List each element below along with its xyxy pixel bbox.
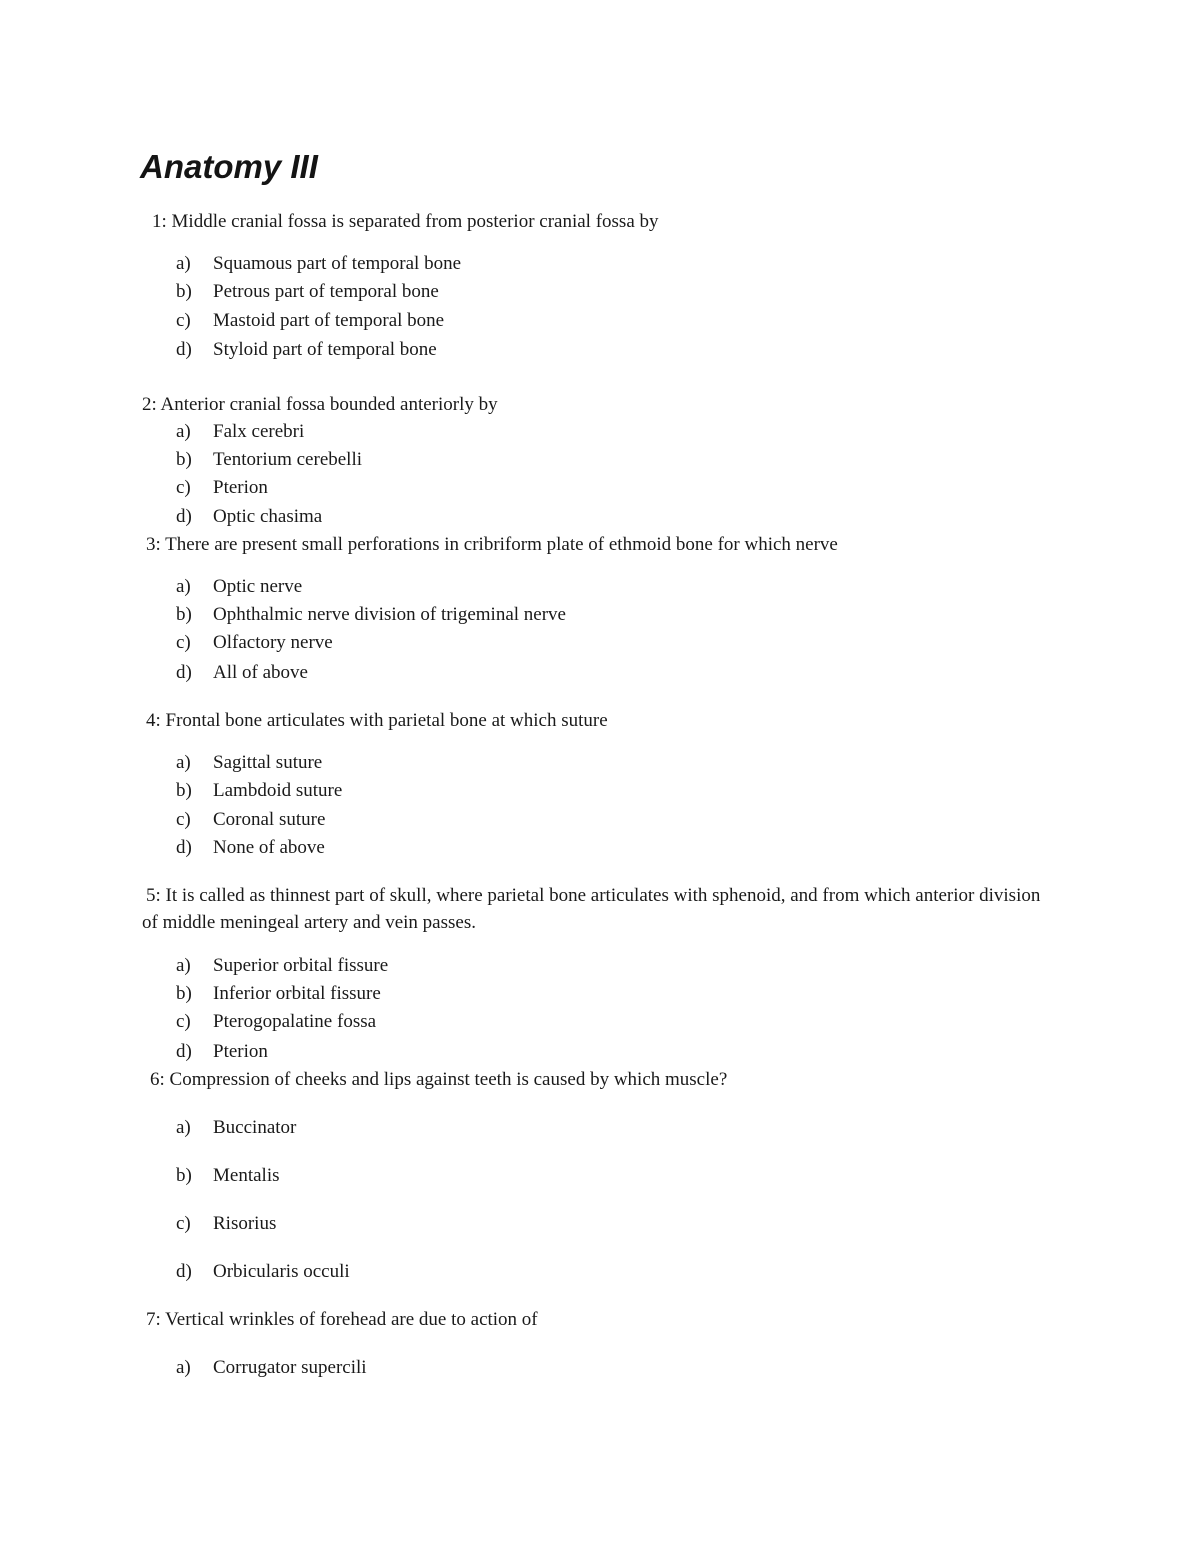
option-letter: c)	[176, 310, 191, 331]
option-b	[176, 448, 362, 472]
option-letter: a)	[176, 1117, 191, 1138]
option-a	[176, 751, 322, 775]
option-a	[176, 1356, 367, 1380]
option-d	[176, 1040, 268, 1064]
option-c	[176, 808, 325, 832]
question-text: 2: Anterior cranial fossa bounded anteriorly by	[142, 394, 498, 415]
option-d	[176, 836, 325, 860]
option-text: Ophthalmic nerve division of trigeminal nerve	[213, 604, 566, 625]
option-letter: c)	[176, 1011, 191, 1032]
option-text: Mentalis	[213, 1165, 280, 1186]
option-text: Pterion	[213, 1041, 268, 1062]
question-text: 6: Compression of cheeks and lips against teeth is caused by which muscle?	[150, 1069, 728, 1090]
option-letter: a)	[176, 253, 191, 274]
option-text: All of above	[213, 662, 308, 683]
option-letter: a)	[176, 1357, 191, 1378]
option-letter: d)	[176, 837, 192, 858]
option-text: Coronal suture	[213, 809, 326, 830]
option-letter: c)	[176, 477, 191, 498]
option-letter: d)	[176, 1261, 192, 1282]
option-text: Risorius	[213, 1213, 277, 1234]
option-a	[176, 954, 388, 978]
option-letter: a)	[176, 421, 191, 442]
option-letter: b)	[176, 983, 192, 1004]
option-b	[176, 1164, 280, 1188]
option-d	[176, 1260, 350, 1284]
option-letter: b)	[176, 1165, 192, 1186]
option-text: Olfactory nerve	[213, 632, 333, 653]
option-letter: c)	[176, 1213, 191, 1234]
option-letter: d)	[176, 506, 192, 527]
page-title: Anatomy III	[140, 148, 318, 185]
option-d	[176, 338, 437, 362]
option-text: None of above	[213, 837, 325, 858]
option-letter: b)	[176, 449, 192, 470]
option-text: Buccinator	[213, 1117, 297, 1138]
option-letter: d)	[176, 1041, 192, 1062]
option-text: Optic chasima	[213, 506, 323, 527]
question-text: 3: There are present small perforations in cribriform plate of ethmoid bone for which nerve	[146, 534, 838, 555]
option-letter: d)	[176, 662, 192, 683]
option-d	[176, 505, 322, 529]
option-letter: b)	[176, 780, 192, 801]
question-text: 1: Middle cranial fossa is separated from posterior cranial fossa by	[152, 211, 659, 232]
question-text: 4: Frontal bone articulates with parietal bone at which suture	[146, 710, 608, 731]
option-a	[176, 575, 302, 599]
option-text: Lambdoid suture	[213, 780, 343, 801]
option-a	[176, 420, 304, 444]
option-text: Pterogopalatine fossa	[213, 1011, 377, 1032]
option-b	[176, 982, 381, 1006]
option-b	[176, 280, 439, 304]
option-b	[176, 779, 342, 803]
option-text: Squamous part of temporal bone	[213, 253, 462, 274]
option-text: Petrous part of temporal bone	[213, 281, 439, 302]
option-text: Optic nerve	[213, 576, 303, 597]
option-letter: d)	[176, 339, 192, 360]
option-c	[176, 309, 444, 333]
option-text: Pterion	[213, 477, 268, 498]
option-c	[176, 476, 268, 500]
option-text: Inferior orbital fissure	[213, 983, 381, 1004]
option-c	[176, 1010, 376, 1034]
question-text: 5: It is called as thinnest part of skull, where parietal bone articulates with sphenoid, and from which anterior division of middle meningeal artery and vein passes.	[142, 885, 1041, 933]
option-a	[176, 252, 461, 276]
option-letter: b)	[176, 604, 192, 625]
option-letter: c)	[176, 809, 191, 830]
option-c	[176, 1212, 276, 1236]
option-text: Superior orbital fissure	[213, 955, 389, 976]
option-text: Corrugator supercili	[213, 1357, 367, 1378]
option-text: Falx cerebri	[213, 421, 305, 442]
option-letter: b)	[176, 281, 192, 302]
option-a	[176, 1116, 296, 1140]
option-letter: a)	[176, 576, 191, 597]
option-text: Orbicularis occuli	[213, 1261, 350, 1282]
option-letter: a)	[176, 752, 191, 773]
option-letter: c)	[176, 632, 191, 653]
option-text: Styloid part of temporal bone	[213, 339, 437, 360]
option-letter: a)	[176, 955, 191, 976]
option-c	[176, 631, 333, 655]
option-b	[176, 603, 566, 627]
option-d	[176, 661, 308, 685]
option-text: Sagittal suture	[213, 752, 323, 773]
question-text: 7: Vertical wrinkles of forehead are due to action of	[146, 1309, 538, 1330]
option-text: Tentorium cerebelli	[213, 449, 363, 470]
option-text: Mastoid part of temporal bone	[213, 310, 445, 331]
